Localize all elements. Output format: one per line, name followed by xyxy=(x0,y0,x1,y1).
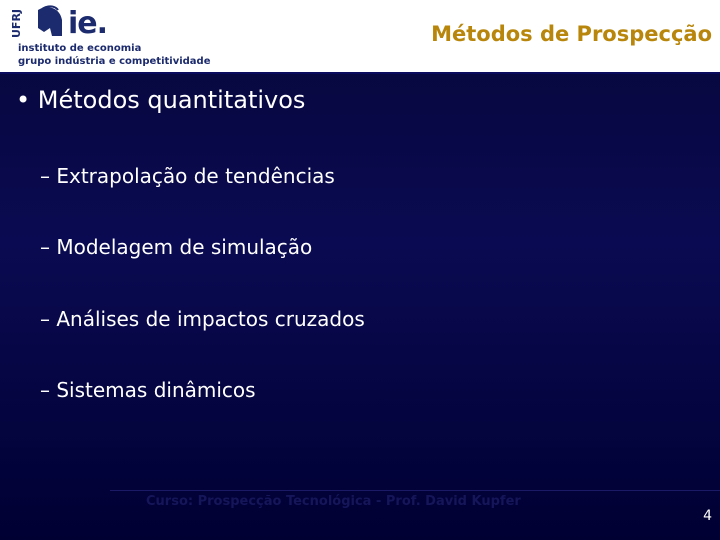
logo-vertical-text: UFRJ xyxy=(10,8,23,38)
slide-title: Métodos de Prospecção xyxy=(431,22,712,46)
logo-mark: ie. xyxy=(68,6,108,41)
page-number: 4 xyxy=(703,508,712,524)
footer-course: Curso: Prospecção Tecnológica - Prof. David Kupfer xyxy=(146,494,521,509)
sub-item-3: – Análises de impactos cruzados xyxy=(40,307,365,331)
sub-item-1: – Extrapolação de tendências xyxy=(40,164,335,188)
header-divider xyxy=(0,72,720,74)
header-bar xyxy=(0,0,720,72)
helmet-icon xyxy=(38,7,62,36)
footer-divider xyxy=(110,490,720,491)
main-bullet: • Métodos quantitativos xyxy=(16,86,306,114)
logo-line-2: grupo indústria e competitividade xyxy=(18,56,211,67)
ie-logo xyxy=(4,2,211,70)
sub-item-2: – Modelagem de simulação xyxy=(40,235,313,259)
sub-item-4: – Sistemas dinâmicos xyxy=(40,378,256,402)
logo-line-1: instituto de economia xyxy=(18,43,142,54)
